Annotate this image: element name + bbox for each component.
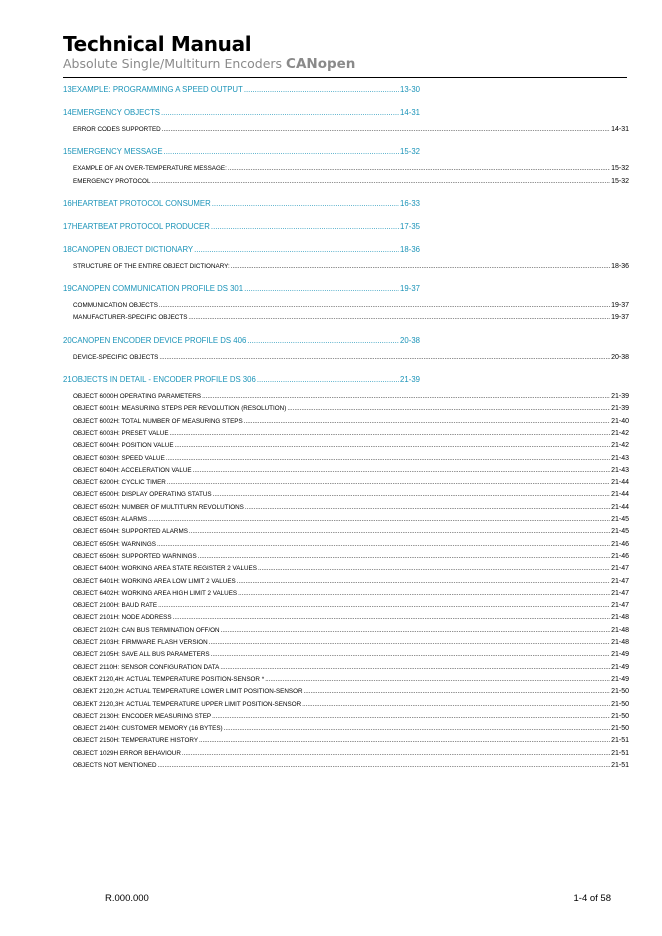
toc-page-ref: 21-42 — [611, 429, 629, 437]
toc-entry-label: OBJECT 2105H: SAVE ALL BUS PARAMETERS — [73, 651, 210, 659]
toc-page-ref: 19-37 — [611, 314, 629, 322]
toc-page-ref: 21-50 — [611, 725, 629, 733]
dot-leader — [166, 455, 610, 462]
toc-section-number: 17 — [63, 221, 72, 231]
toc-entry-label: OBJECT 2100H: BAUD RATE — [73, 602, 158, 610]
toc-page-ref: 18-36 — [611, 262, 629, 270]
toc-entry-label: EXAMPLE: PROGRAMMING A SPEED OUTPUT — [71, 85, 243, 94]
toc-subsection-link[interactable] — [63, 479, 629, 491]
dot-leader — [213, 491, 611, 498]
toc-page-ref: 14-31 — [400, 108, 420, 117]
toc-entry-label: OBJECT 6040H: ACCELERATION VALUE — [73, 466, 192, 474]
toc-entry-label: CANOPEN ENCODER DEVICE PROFILE DS 406 — [71, 335, 247, 345]
toc-page-ref: 21-42 — [611, 442, 629, 450]
toc-subsection-link[interactable] — [63, 676, 629, 688]
toc-entry-label: OBJECT 2140H: CUSTOMER MEMORY (16 BYTES) — [73, 725, 223, 733]
toc-entry-label: OBJEKT 2120,4H: ACTUAL TEMPERATURE POSITION-SENSOR * — [73, 675, 265, 683]
toc-entry-label: CANOPEN OBJECT DICTIONARY — [71, 244, 194, 254]
toc-subsection-link[interactable] — [63, 430, 629, 442]
toc-entry-label: COMMUNICATION OBJECTS — [73, 302, 158, 310]
toc-page-ref: 21-46 — [611, 540, 629, 548]
toc-page-ref: 21-48 — [611, 626, 629, 634]
dot-leader — [211, 222, 399, 231]
toc-page-ref: 21-47 — [611, 589, 629, 597]
toc-entry-label: OBJECT 6030H: SPEED VALUE — [73, 454, 165, 462]
toc-entry-label: OBJECT 6003H: PRESET VALUE — [73, 429, 169, 437]
dot-leader — [265, 676, 610, 683]
toc-page-ref: 15-32 — [611, 165, 629, 173]
dot-leader — [202, 393, 610, 400]
dot-leader — [175, 442, 611, 449]
toc-entry-label: OBJECT 6503H: ALARMS — [73, 516, 148, 524]
toc-subsection-link[interactable] — [63, 165, 629, 177]
dot-leader — [159, 354, 610, 361]
toc-entry-label: EMERGENCY OBJECTS — [71, 108, 160, 117]
toc-section-link[interactable] — [63, 375, 420, 389]
dot-leader — [211, 651, 610, 658]
toc-subsection-link[interactable] — [63, 263, 629, 275]
toc-page-ref: 18-36 — [400, 244, 420, 254]
toc-page-ref: 21-45 — [611, 528, 629, 536]
dot-leader — [244, 418, 610, 425]
toc-page-ref: 21-39 — [611, 405, 629, 413]
toc-entry-label: OBJEKT 2120,2H: ACTUAL TEMPERATURE LOWER LIMIT POSITION-SENSOR — [73, 688, 303, 696]
toc-entry-label: OBJECT 1029H ERROR BEHAVIOUR — [73, 749, 181, 757]
toc-entry-label: OBJECT 2101H: NODE ADDRESS — [73, 614, 172, 622]
toc-page-ref: 21-51 — [611, 761, 629, 769]
toc-subsection-link[interactable] — [63, 688, 629, 700]
toc-entry-label: HEARTBEAT PROTOCOL PRODUCER — [71, 221, 210, 231]
toc-section-number: 15 — [63, 147, 72, 157]
toc-subsection-link[interactable] — [63, 614, 629, 626]
toc-page-ref: 21-44 — [611, 491, 629, 499]
toc-subsection-link[interactable] — [63, 516, 629, 528]
toc-entry-label: OBJECTS NOT MENTIONED — [73, 761, 157, 769]
toc-subsection-link[interactable] — [63, 314, 629, 326]
dot-leader — [257, 375, 399, 384]
toc-subsection-link[interactable] — [63, 442, 629, 454]
toc-entry-label: OBJECT 6400H: WORKING AREA STATE REGISTER 2 VALUES — [73, 565, 257, 573]
toc-page-ref: 21-47 — [611, 602, 629, 610]
toc-page-ref: 21-49 — [611, 675, 629, 683]
toc-subsection-link[interactable] — [63, 737, 629, 749]
dot-leader — [162, 126, 610, 133]
toc-section-link[interactable] — [63, 199, 420, 213]
dot-leader — [258, 565, 610, 572]
dot-leader — [244, 284, 399, 293]
toc-page-ref: 21-49 — [611, 663, 629, 671]
doc-number: R.000.000 — [105, 893, 149, 904]
toc-section-link[interactable] — [63, 222, 420, 236]
toc-section-number: 18 — [63, 244, 72, 254]
toc-entry-label: OBJECT 6401H: WORKING AREA LOW LIMIT 2 VALUES — [73, 577, 236, 585]
dot-leader — [167, 479, 610, 486]
toc-page-ref: 21-49 — [611, 651, 629, 659]
toc-page-ref: 21-39 — [400, 375, 420, 385]
toc-subsection-link[interactable] — [63, 627, 629, 639]
toc-subsection-link[interactable] — [63, 651, 629, 663]
toc-page-ref: 21-47 — [611, 565, 629, 573]
toc-entry-label: OBJECT 6001H: MEASURING STEPS PER REVOLUTION (RESOLUTION) — [73, 405, 287, 413]
dot-leader — [212, 199, 399, 208]
toc-page-ref: 21-51 — [611, 737, 629, 745]
dot-leader — [158, 762, 611, 769]
toc-entry-label: OBJECT 6505H: WARNINGS — [73, 540, 156, 548]
dot-leader — [148, 516, 610, 523]
toc-subsection-link[interactable] — [63, 126, 629, 138]
toc-page-ref: 20-38 — [611, 353, 629, 361]
dot-leader — [189, 528, 610, 535]
toc-page-ref: 17-35 — [400, 221, 420, 231]
toc-entry-label: EMERGENCY PROTOCOL — [73, 177, 151, 185]
header-rule — [63, 77, 627, 78]
toc-entry-label: ERROR CODES SUPPORTED — [73, 126, 161, 133]
toc-entry-label: OBJECT 6200H: CYCLIC TIMER — [73, 479, 166, 487]
dot-leader — [209, 639, 610, 646]
toc-entry-label: OBJECT 2150H: TEMPERATURE HISTORY — [73, 737, 199, 745]
toc-page-ref: 20-38 — [400, 335, 420, 345]
toc-entry-label: STRUCTURE OF THE ENTIRE OBJECT DICTIONARY: — [73, 262, 230, 270]
dot-leader — [287, 405, 610, 412]
toc-subsection-link[interactable] — [63, 302, 629, 314]
brand-name: CANopen — [286, 56, 356, 72]
dot-leader — [220, 664, 610, 671]
toc-subsection-link[interactable] — [63, 467, 629, 479]
toc-section-link[interactable] — [63, 85, 420, 99]
toc-entry-label: OBJECT 2103H: FIRMWARE FLASH VERSION — [73, 639, 208, 647]
toc-page-ref: 19-37 — [611, 302, 629, 310]
dot-leader — [188, 314, 610, 321]
toc-page-ref: 14-31 — [611, 126, 629, 133]
toc-page-ref: 21-43 — [611, 454, 629, 462]
toc-section-link[interactable] — [63, 147, 420, 161]
toc-page-ref: 15-32 — [400, 147, 420, 157]
dot-leader — [238, 590, 610, 597]
toc-section-number: 21 — [63, 375, 72, 385]
toc-page-ref: 21-48 — [611, 639, 629, 647]
dot-leader — [304, 688, 611, 695]
dot-leader — [302, 701, 610, 708]
toc-subsection-link[interactable] — [63, 504, 629, 516]
toc-subsection-link[interactable] — [63, 354, 629, 366]
toc-subsection-link[interactable] — [63, 393, 629, 405]
toc-subsection-link[interactable] — [63, 491, 629, 503]
toc-entry-label: OBJECT 6004H: POSITION VALUE — [73, 442, 174, 450]
dot-leader — [151, 178, 610, 185]
dot-leader — [244, 85, 399, 94]
dot-leader — [245, 504, 610, 511]
toc-entry-label: OBJECT 6504H: SUPPORTED ALARMS — [73, 528, 188, 536]
page-subtitle — [63, 56, 355, 72]
toc-entry-label: HEARTBEAT PROTOCOL CONSUMER — [71, 198, 211, 208]
toc-page-ref: 21-47 — [611, 577, 629, 585]
toc-page-ref: 21-44 — [611, 503, 629, 511]
toc-page-ref: 21-40 — [611, 417, 629, 425]
dot-leader — [173, 614, 611, 621]
toc-page-ref: 21-39 — [611, 393, 629, 401]
toc-subsection-link[interactable] — [63, 455, 629, 467]
toc-page-ref: 21-50 — [611, 700, 629, 708]
toc-entry-label: OBJECT 6402H: WORKING AREA HIGH LIMIT 2 VALUES — [73, 589, 238, 597]
toc-page-ref: 21-45 — [611, 516, 629, 524]
toc-entry-label: OBJECT 6502H: NUMBER OF MULTITURN REVOLUTIONS — [73, 503, 244, 511]
toc-subsection-link[interactable] — [63, 762, 629, 774]
toc-section-number: 20 — [63, 335, 72, 345]
dot-leader — [231, 263, 610, 270]
dot-leader — [182, 750, 610, 757]
toc-section-number: 13 — [63, 85, 72, 94]
dot-leader — [221, 627, 610, 634]
toc-section-number: 19 — [63, 284, 72, 294]
toc-section-link[interactable] — [63, 245, 420, 259]
toc-entry-label: EXAMPLE OF AN OVER-TEMPERATURE MESSAGE: — [73, 165, 227, 173]
dot-leader — [161, 108, 399, 117]
toc-subsection-link[interactable] — [63, 553, 629, 565]
dot-leader — [237, 578, 610, 585]
dot-leader — [199, 737, 610, 744]
toc-page-ref: 21-50 — [611, 688, 629, 696]
dot-leader — [193, 467, 610, 474]
toc-entry-label: OBJECT 6002H: TOTAL NUMBER OF MEASURING STEPS — [73, 417, 243, 425]
toc-subsection-link[interactable] — [63, 639, 629, 651]
toc-subsection-link[interactable] — [63, 713, 629, 725]
toc-subsection-link[interactable] — [63, 541, 629, 553]
toc-section-link[interactable] — [63, 108, 420, 122]
toc-page-ref: 13-30 — [400, 85, 420, 94]
subtitle-text: Absolute Single/Multiturn Encoders — [63, 56, 283, 71]
dot-leader — [158, 602, 610, 609]
toc-entry-label: OBJECTS IN DETAIL - ENCODER PROFILE DS 306 — [71, 375, 256, 385]
toc-page-ref: 21-44 — [611, 479, 629, 487]
page-title: Technical Manual — [63, 32, 252, 56]
toc-entry-label: OBJECT 2110H: SENSOR CONFIGURATION DATA — [73, 663, 220, 671]
dot-leader — [159, 302, 610, 309]
dot-leader — [170, 430, 611, 437]
toc-page-ref: 21-51 — [611, 749, 629, 757]
toc-entry-label: OBJECT 2102H: CAN BUS TERMINATION OFF/ON — [73, 626, 220, 634]
toc-page-ref: 19-37 — [400, 284, 420, 294]
toc-entry-label: OBJEKT 2120,3H: ACTUAL TEMPERATURE UPPER LIMIT POSITION-SENSOR — [73, 700, 302, 708]
toc-section-number: 16 — [63, 198, 72, 208]
toc-subsection-link[interactable] — [63, 565, 629, 577]
toc-subsection-link[interactable] — [63, 602, 629, 614]
page-number: 1-4 of 58 — [573, 893, 611, 904]
toc-entry-label: DEVICE-SPECIFIC OBJECTS — [73, 353, 159, 361]
toc-section-number: 14 — [63, 108, 72, 117]
toc-section-link[interactable] — [63, 284, 420, 298]
toc-subsection-link[interactable] — [63, 578, 629, 590]
dot-leader — [164, 147, 400, 156]
table-of-contents — [63, 80, 629, 774]
toc-entry-label: OBJECT 6000H OPERATING PARAMETERS — [73, 393, 202, 401]
toc-section-link[interactable] — [63, 336, 420, 350]
dot-leader — [198, 553, 610, 560]
toc-entry-label: MANUFACTURER-SPECIFIC OBJECTS — [73, 314, 188, 322]
toc-page-ref: 21-50 — [611, 712, 629, 720]
dot-leader — [212, 713, 610, 720]
toc-entry-label: OBJECT 6500H: DISPLAY OPERATING STATUS — [73, 491, 212, 499]
dot-leader — [194, 245, 399, 254]
toc-entry-label: CANOPEN COMMUNICATION PROFILE DS 301 — [71, 284, 244, 294]
dot-leader — [157, 541, 610, 548]
toc-subsection-link[interactable] — [63, 590, 629, 602]
toc-subsection-link[interactable] — [63, 725, 629, 737]
toc-entry-label: EMERGENCY MESSAGE — [71, 147, 163, 157]
toc-subsection-link[interactable] — [63, 178, 629, 190]
toc-subsection-link[interactable] — [63, 405, 629, 417]
toc-page-ref: 21-43 — [611, 466, 629, 474]
toc-page-ref: 16-33 — [400, 198, 420, 208]
toc-subsection-link[interactable] — [63, 701, 629, 713]
dot-leader — [224, 725, 610, 732]
toc-entry-label: OBJECT 2130H: ENCODER MEASURING STEP — [73, 712, 212, 720]
toc-entry-label: OBJECT 6506H: SUPPORTED WARNINGS — [73, 552, 197, 560]
dot-leader — [228, 165, 610, 172]
toc-subsection-link[interactable] — [63, 664, 629, 676]
toc-page-ref: 15-32 — [611, 177, 629, 185]
toc-page-ref: 21-48 — [611, 614, 629, 622]
toc-page-ref: 21-46 — [611, 552, 629, 560]
toc-subsection-link[interactable] — [63, 528, 629, 540]
toc-subsection-link[interactable] — [63, 418, 629, 430]
toc-subsection-link[interactable] — [63, 750, 629, 762]
dot-leader — [247, 336, 399, 345]
